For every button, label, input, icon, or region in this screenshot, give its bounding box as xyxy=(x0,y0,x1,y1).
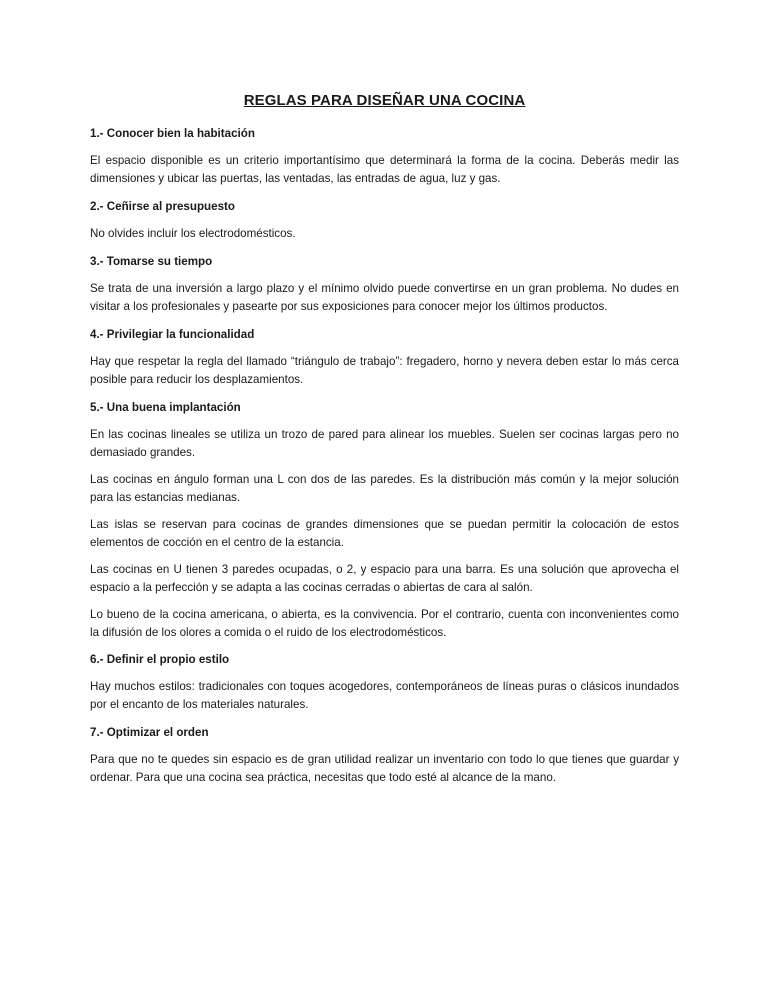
section-paragraph: Las cocinas en ángulo forman una L con dos de las paredes. Es la distribución más común y la mejor solución para las estancias medianas. xyxy=(90,473,679,504)
section-heading: 3.- Tomarse su tiempo xyxy=(90,255,213,268)
section-heading: 7.- Optimizar el orden xyxy=(90,726,209,739)
section-4 xyxy=(90,326,679,389)
section-heading: 1.- Conocer bien la habitación xyxy=(90,127,255,140)
section-6 xyxy=(90,651,679,714)
section-paragraph: El espacio disponible es un criterio importantísimo que determinará la forma de la cocina. Deberás medir las dimensiones y ubicar las puertas, las ventadas, las entradas de agua, luz y gas. xyxy=(90,154,679,185)
section-heading: 2.- Ceñirse al presupuesto xyxy=(90,200,235,213)
section-paragraph: Se trata de una inversión a largo plazo y el mínimo olvido puede convertirse en un gran problema. No dudes en visitar a los profesionales y pasearte por sus exposiciones para conocer mejor los últimos productos. xyxy=(90,282,679,313)
document-page xyxy=(90,92,679,797)
section-2 xyxy=(90,198,679,243)
section-heading: 5.- Una buena implantación xyxy=(90,401,241,414)
section-paragraph: Las islas se reservan para cocinas de grandes dimensiones que se puedan permitir la colocación de estos elementos de cocción en el centro de la estancia. xyxy=(90,518,679,549)
section-heading: 4.- Privilegiar la funcionalidad xyxy=(90,328,255,341)
section-heading: 6.- Definir el propio estilo xyxy=(90,653,230,666)
page-title: REGLAS PARA DISEÑAR UNA COCINA xyxy=(243,92,526,109)
section-7 xyxy=(90,724,679,787)
section-paragraph: En las cocinas lineales se utiliza un trozo de pared para alinear los muebles. Suelen ser cocinas largas pero no demasiado grandes. xyxy=(90,428,679,459)
section-paragraph: No olvides incluir los electrodomésticos. xyxy=(90,227,296,240)
section-5 xyxy=(90,399,679,642)
section-paragraph: Hay muchos estilos: tradicionales con toques acogedores, contemporáneos de líneas puras o clásicos inundados por el encanto de los materiales naturales. xyxy=(90,680,679,711)
section-paragraph: Las cocinas en U tienen 3 paredes ocupadas, o 2, y espacio para una barra. Es una solución que aprovecha el espacio a la perfección y se adapta a las cocinas cerradas o abiertas de cara al salón. xyxy=(90,563,679,594)
section-paragraph: Para que no te quedes sin espacio es de gran utilidad realizar un inventario con todo lo que tienes que guardar y ordenar. Para que una cocina sea práctica, necesitas que todo esté al alcance de la mano. xyxy=(90,753,679,784)
section-3 xyxy=(90,253,679,316)
section-paragraph: Hay que respetar la regla del llamado “triángulo de trabajo”: fregadero, horno y nevera deben estar lo más cerca posible para reducir los desplazamientos. xyxy=(90,355,679,386)
section-paragraph: Lo bueno de la cocina americana, o abierta, es la convivencia. Por el contrario, cuenta con inconvenientes como la difusión de los olores a comida o el ruido de los electrodomésticos. xyxy=(90,608,679,639)
section-1 xyxy=(90,125,679,188)
